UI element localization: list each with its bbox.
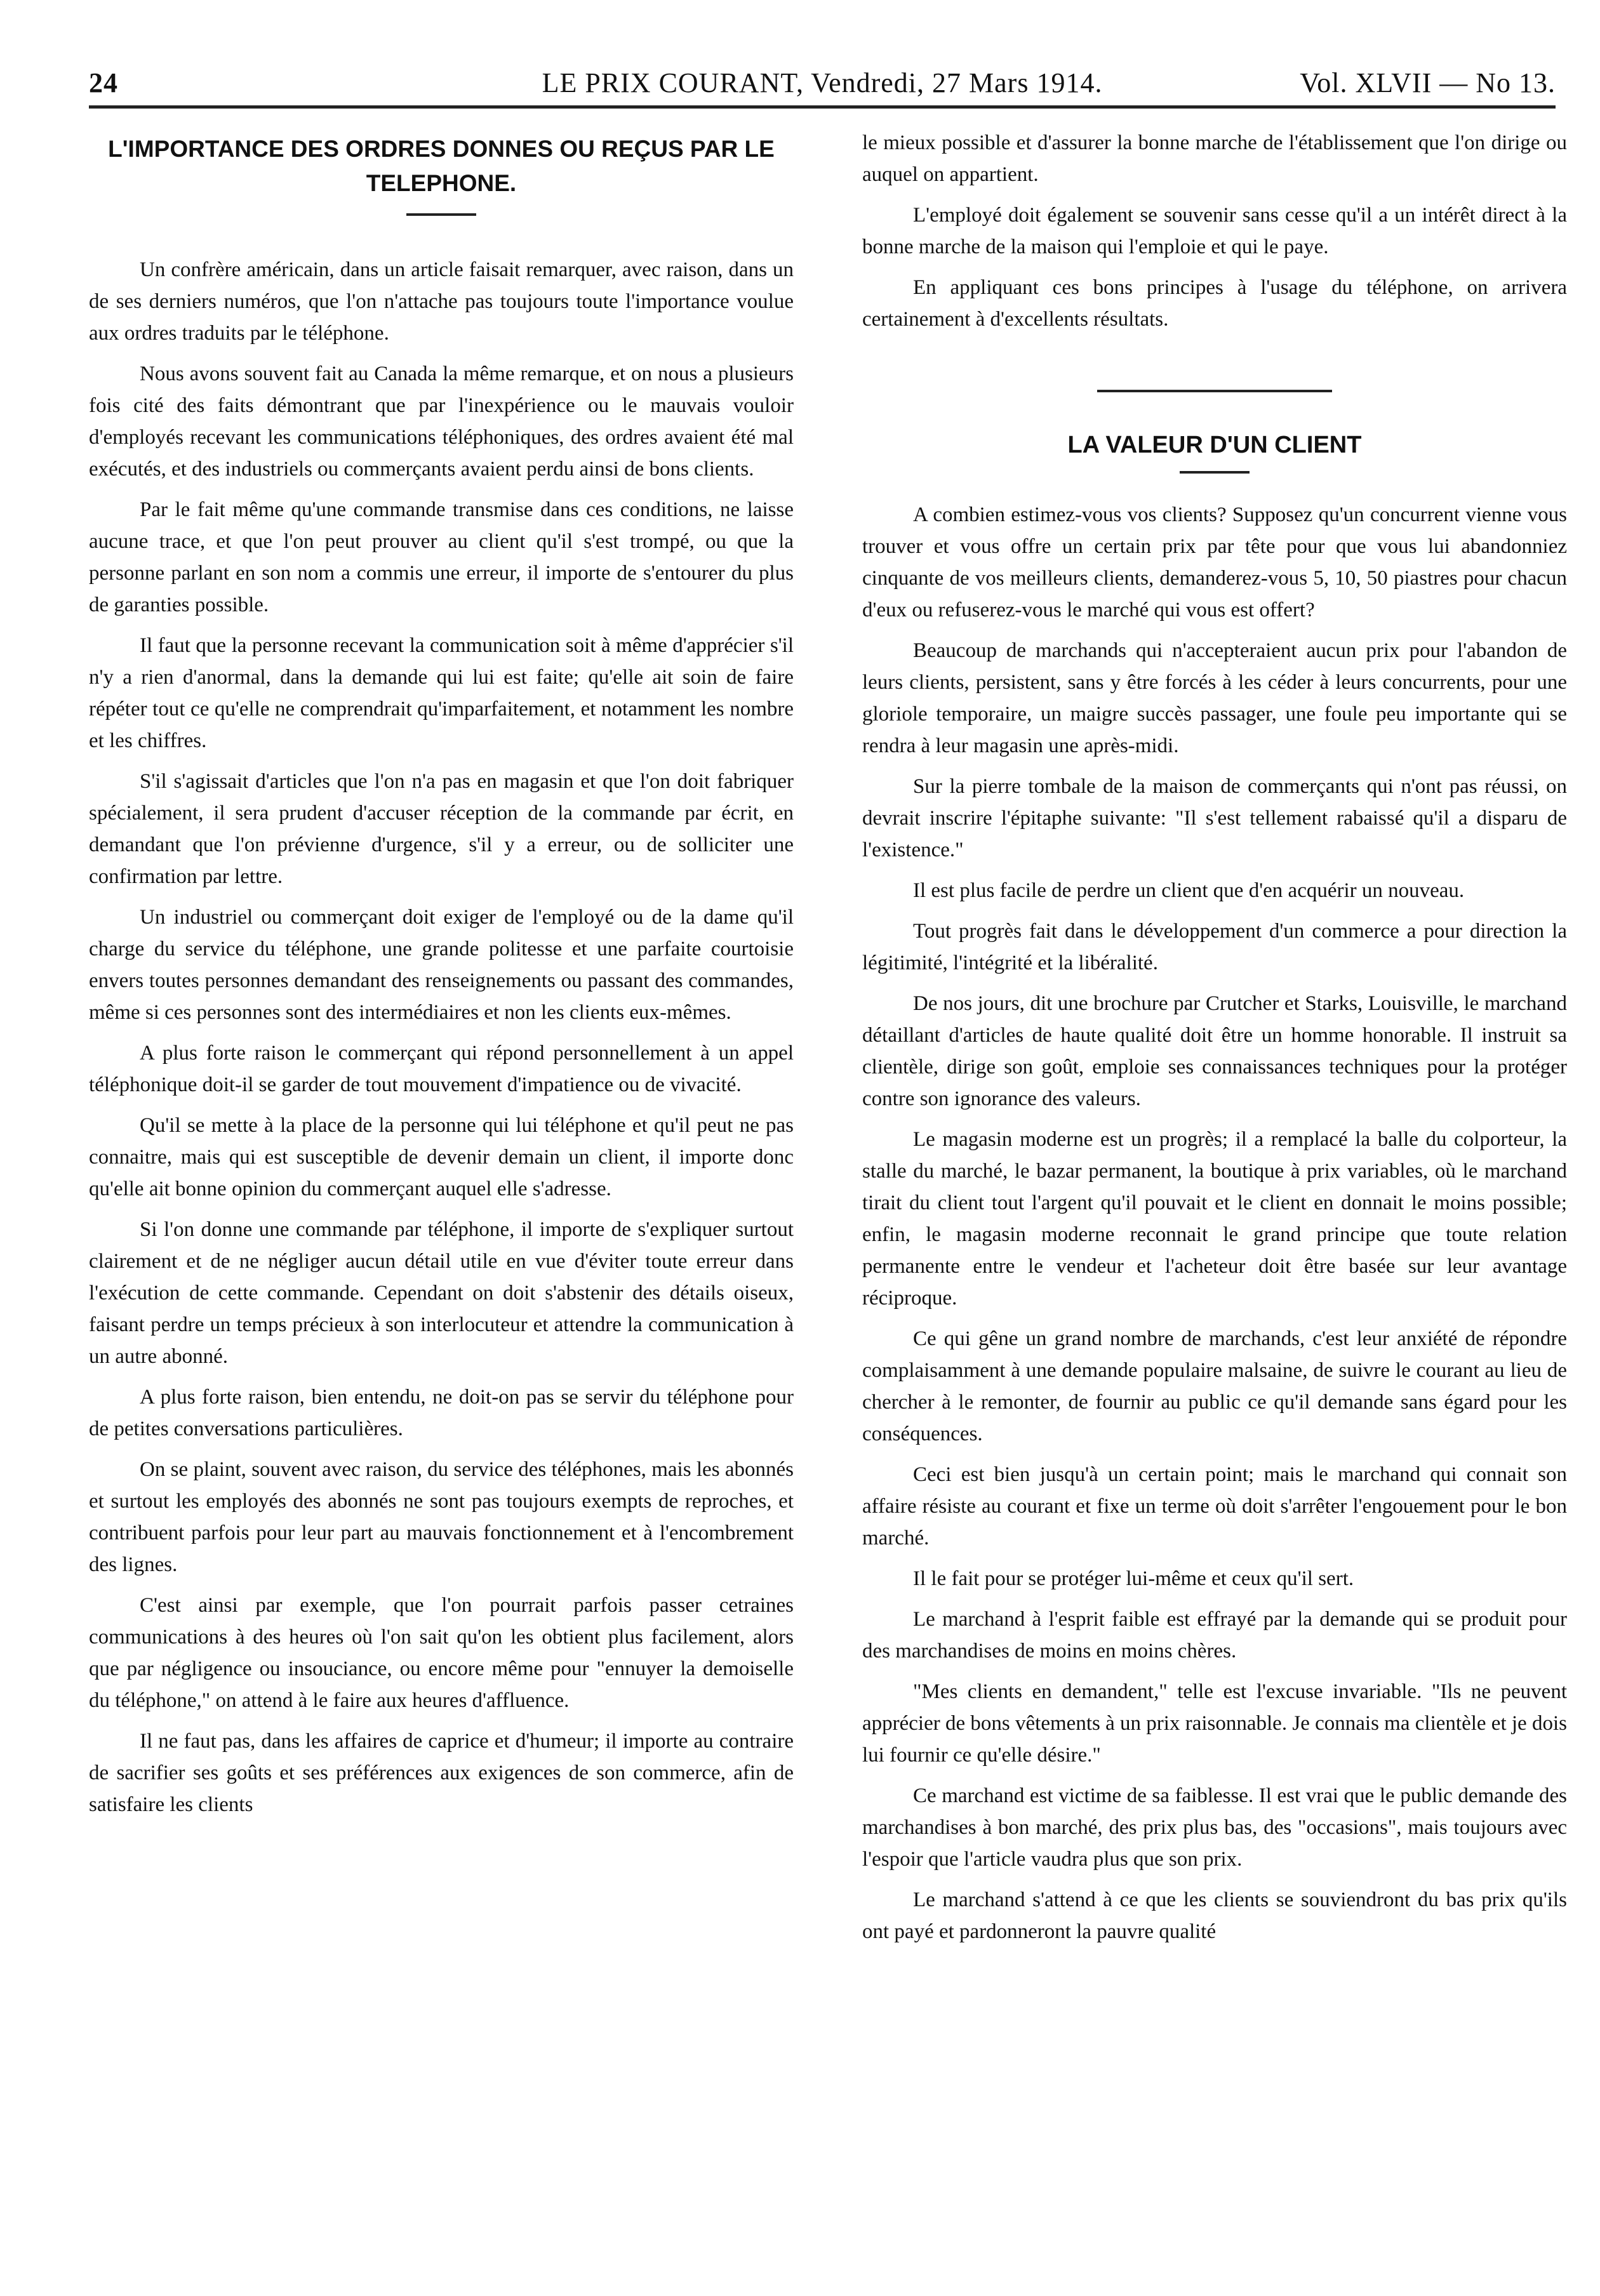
title-divider [406, 213, 476, 216]
left-column [89, 127, 794, 1829]
article-title-client: LA VALEUR D'UN CLIENT [1067, 432, 1362, 458]
paragraph: En appliquant ces bons principes à l'usage du téléphone, on arrivera certainement à d'excellents résultats. [862, 276, 1567, 331]
title-divider [1180, 471, 1250, 474]
right-column [862, 127, 1567, 1956]
paragraph: Si l'on donne une commande par téléphone, il importe de s'expliquer surtout clairement et de ne négliger aucun détail utile en vue d'éviter toute erreur dans l'exécution de cette commande. Cependant on doit s'abstenir des détails oiseux, faisant perdre un temps précieux à son interlocuteur et attendre la communication à un autre abonné. [89, 1218, 794, 1368]
page-header [89, 61, 1556, 105]
paragraph: Beaucoup de marchands qui n'accepteraient aucun prix pour l'abandon de leurs clients, persistent, sans y être forcés à les céder à leurs concurrents, pour une gloriole temporaire, un maigre succès passager, une foule peu importante qui se rendra à leur magasin une après-midi. [862, 639, 1567, 757]
paragraph: Il faut que la personne recevant la communication soit à même d'apprécier s'il n'y a rien d'anormal, dans la demande qui lui est faite; qu'elle ait soin de faire répéter tout ce qu'elle ne comprendrait qu'imparfaitement, et notamment les nombre et les chiffres. [89, 634, 794, 752]
paragraph: Tout progrès fait dans le développement d'un commerce a pour direction la légitimité, l'intégrité et la libéralité. [862, 920, 1567, 974]
paragraph: C'est ainsi par exemple, que l'on pourrait parfois passer cetraines communications à des heures où l'on sait qu'on les obtient plus facilement, alors que par négligence ou insouciance, ou encore même pour "ennuyer la demoiselle du téléphone," on attend à le faire aux heures d'affluence. [89, 1594, 794, 1712]
article-title-telephone: L'IMPORTANCE DES ORDRES DONNES OU REÇUS PAR LE TELEPHONE. [108, 136, 775, 196]
paragraph: Ceci est bien jusqu'à un certain point; mais le marchand qui connait son affaire résiste au courant et fixe un terme où doit s'arrêter l'engouement pour le bon marché. [862, 1463, 1567, 1549]
page-number: 24 [89, 67, 118, 98]
paragraph: A plus forte raison le commerçant qui répond personnellement à un appel téléphonique doit-il se garder de tout mouvement d'impatience ou de vivacité. [89, 1042, 794, 1096]
paragraph: Par le fait même qu'une commande transmise dans ces conditions, ne laisse aucune trace, et que l'on peut prouver au client qu'il s'est trompé, ou que la personne parlant en son nom a commis une erreur, il importe de s'entourer du plus de garanties possible. [89, 498, 794, 616]
paragraph: Qu'il se mette à la place de la personne qui lui téléphone et qu'il peut ne pas connaitre, mais qui est susceptible de devenir demain un client, il importe donc qu'elle ait bonne opinion du commerçant auquel elle s'adresse. [89, 1114, 794, 1200]
publication-title: LE PRIX COURANT, Vendredi, 27 Mars 1914. [542, 67, 1103, 98]
paragraph: L'employé doit également se souvenir sans cesse qu'il a un intérêt direct à la bonne marche de la maison qui l'emploie et qui le paye. [862, 204, 1567, 258]
paragraph: "Mes clients en demandent," telle est l'excuse invariable. "Ils ne peuvent apprécier de bons vêtements à un prix raisonnable. Je connais ma clientèle et je dois lui fournir ce qu'elle désire." [862, 1680, 1567, 1767]
paragraph: Sur la pierre tombale de la maison de commerçants qui n'ont pas réussi, on devrait inscrire l'épitaphe suivante: "Il s'est tellement rabaissé qu'il a disparu de l'existence." [862, 775, 1567, 861]
section-divider [1097, 390, 1332, 392]
paragraph: Il ne faut pas, dans les affaires de caprice et d'humeur; il importe au contraire de sacrifier ses goûts et ses préférences aux exigences de son commerce, afin de satisfaire les clients [89, 1730, 794, 1816]
paragraph: Ce qui gêne un grand nombre de marchands, c'est leur anxiété de répondre complaisamment à une demande populaire malsaine, de suivre le courant au lieu de chercher à le remonter, de fournir au public ce qu'il demande sans égard pour les conséquences. [862, 1327, 1567, 1445]
paragraph: De nos jours, dit une brochure par Crutcher et Starks, Louisville, le marchand détaillant d'articles de haute qualité doit être un homme honorable. Il instruit sa clientèle, dirige son goût, emploie ses connaissances techniques pour la protéger contre son ignorance des valeurs. [862, 992, 1567, 1110]
paragraph: S'il s'agissait d'articles que l'on n'a pas en magasin et que l'on doit fabriquer spécialement, il sera prudent d'accuser réception de la commande par écrit, en demandant que l'on prévienne d'urgence, s'il y a erreur, ou de solliciter une confirmation par lettre. [89, 770, 794, 888]
paragraph: Ce marchand est victime de sa faiblesse. Il est vrai que le public demande des marchandises à bon marché, des prix plus bas, des "occasions", mais toujours avec l'espoir que l'article vaudra plus que son prix. [862, 1784, 1567, 1871]
paragraph: Il est plus facile de perdre un client que d'en acquérir un nouveau. [913, 879, 1465, 902]
paragraph: Le marchand s'attend à ce que les clients se souviendront du bas prix qu'ils ont payé et pardonneront la pauvre qualité [862, 1888, 1567, 1943]
paragraph: Nous avons souvent fait au Canada la même remarque, et on nous a plusieurs fois cité des faits démontrant que par l'inexpérience ou le mauvais vouloir d'employés recevant les communications téléphoniques, des ordres avaient été mal exécutés, et des industriels ou commerçants avaient perdu ainsi de bons clients. [89, 362, 794, 481]
volume-number: Vol. XLVII — No 13. [1300, 67, 1556, 98]
paragraph-continuation: le mieux possible et d'assurer la bonne marche de l'établissement que l'on dirige ou auquel on appartient. [862, 131, 1567, 186]
paragraph: Le magasin moderne est un progrès; il a remplacé la balle du colporteur, la stalle du marché, le bazar permanent, la boutique à prix variables, où le marchand tirait du client tout l'argent qu'il pouvait et le client en donnait le moins possible; enfin, le magasin moderne reconnait le grand principe que toute relation permanente entre le vendeur et l'acheteur doit être basée sur leur avantage réciproque. [862, 1128, 1567, 1310]
paragraph: On se plaint, souvent avec raison, du service des téléphones, mais les abonnés et surtout les employés des abonnés ne sont pas toujours exempts de reproches, et contribuent parfois pour leur part au mauvais fonctionnement et à l'encombrement des lignes. [89, 1458, 794, 1576]
paragraph: Un industriel ou commerçant doit exiger de l'employé ou de la dame qu'il charge du service du téléphone, une grande politesse et une parfaite courtoisie envers toutes personnes demandant des renseignements ou passant des commandes, même si ces personnes sont des intermédiaires et non les clients eux-mêmes. [89, 906, 794, 1024]
paragraph: A plus forte raison, bien entendu, ne doit-on pas se servir du téléphone pour de petites conversations particulières. [89, 1386, 794, 1440]
paragraph: Le marchand à l'esprit faible est effrayé par la demande qui se produit pour des marchandises de moins en moins chères. [862, 1608, 1567, 1662]
header-rule [89, 105, 1556, 109]
paragraph: Il le fait pour se protéger lui-même et ceux qu'il sert. [913, 1567, 1354, 1590]
paragraph: A combien estimez-vous vos clients? Supposez qu'un concurrent vienne vous trouver et vous offre un certain prix par tête pour que vous lui abandonniez cinquante de vos meilleurs clients, demanderez-vous 5, 10, 50 piastres pour chacun d'eux ou refuserez-vous le marché qui vous est offert? [862, 503, 1567, 621]
paragraph: Un confrère américain, dans un article faisait remarquer, avec raison, dans un de ses derniers numéros, que l'on n'attache pas toujours toute l'importance voulue aux ordres traduits par le téléphone. [89, 258, 794, 345]
